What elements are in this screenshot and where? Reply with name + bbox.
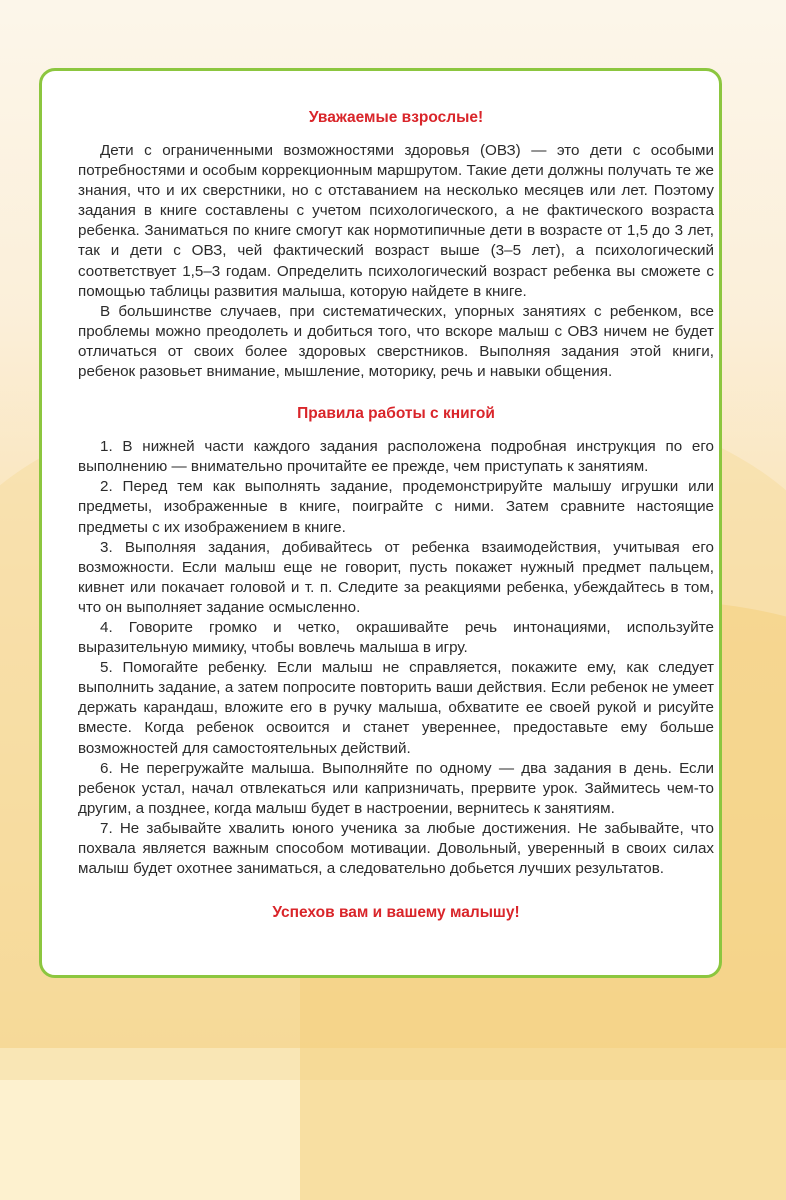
intro-paragraph-2: В большинстве случаев, при систематических, упорных занятиях с ребенком, все проблемы можно преодолеть и добиться того, что вскоре малыш с ОВЗ ничем не будет отличаться от своих более здоровых сверстников. Выполняя задания этой книги, ребенок разовьет внимание, мышление, моторику, речь и навыки общения.	[78, 302, 714, 381]
heading-dear-adults: Уважаемые взрослые!	[308, 109, 484, 126]
rule-7: 7. Не забывайте хвалить юного ученика за любые достижения. Не забывайте, что похвала является важным способом мотивации. Довольный, уверенный в своих силах малыш будет охотнее заниматься, а следовательно добьется лучших результатов.	[78, 819, 714, 878]
rule-2: 2. Перед тем как выполнять задание, продемонстрируйте малышу игрушки или предметы, изображенные в книге, поиграйте с ними. Затем сравните настоящие предметы с их изображением в книге.	[78, 478, 714, 536]
rule-3: 3. Выполняя задания, добивайтесь от ребенка взаимодействия, учитывая его возможности. Если малыш еще не говорит, пусть покажет нужный предмет пальцем, кивнет или покачает головой и т. п. Следите за реакциями ребенка, убеждайтесь в том, что он выполняет задание осмысленно.	[78, 538, 714, 616]
intro-paragraph-1: Дети с ограниченными возможностями здоровья (ОВЗ) — это дети с особыми потребностями и особым коррекционным маршрутом. Такие дети должны получать те же знания, что и их сверстники, но с отставанием на несколько месяцев или лет. Поэтому задания в книге составлены с учетом психологического, а не фактического возраста ребенка. Заниматься по книге смогут как нормотипичные дети в возрасте от 1,5 до 3 лет, так и дети с ОВЗ, чей фактический возраст выше (3–5 лет), а психологический соответствует 1,5–3 годам. Определить психологический возраст ребенка вы сможете с помощью таблицы развития малыша, которую найдете в книге.	[78, 142, 714, 300]
rule-6: 6. Не перегружайте малыша. Выполняйте по одному — два задания в день. Если ребенок устал, начал отвлекаться или капризничать, прервите урок. Займитесь чем-то другим, а позднее, когда малыш будет в настроении, вернитесь к занятиям.	[78, 759, 714, 817]
rule-4: 4. Говорите громко и четко, окрашивайте речь интонациями, используйте выразительную мимику, чтобы вовлечь малыша в игру.	[78, 618, 714, 657]
rule-1: 1. В нижней части каждого задания расположена подробная инструкция по его выполнению — внимательно прочитайте ее прежде, чем приступать к занятиям.	[78, 438, 714, 476]
panel-content	[78, 104, 714, 923]
heading-rules: Правила работы с книгой	[297, 405, 495, 423]
rule-5: 5. Помогайте ребенку. Если малыш не справляется, покажите ему, как следует выполнить задание, а затем попросите повторить ваши действия. Если ребенок не умеет держать карандаш, вложите его в ручку малыша, обхватите ее своей рукой и рисуйте вместе. Когда ребенок освоится и станет увереннее, предоставьте ему больше возможностей для самостоятельных действий.	[78, 659, 714, 757]
closing-wish: Успехов вам и вашему малышу!	[272, 904, 520, 922]
